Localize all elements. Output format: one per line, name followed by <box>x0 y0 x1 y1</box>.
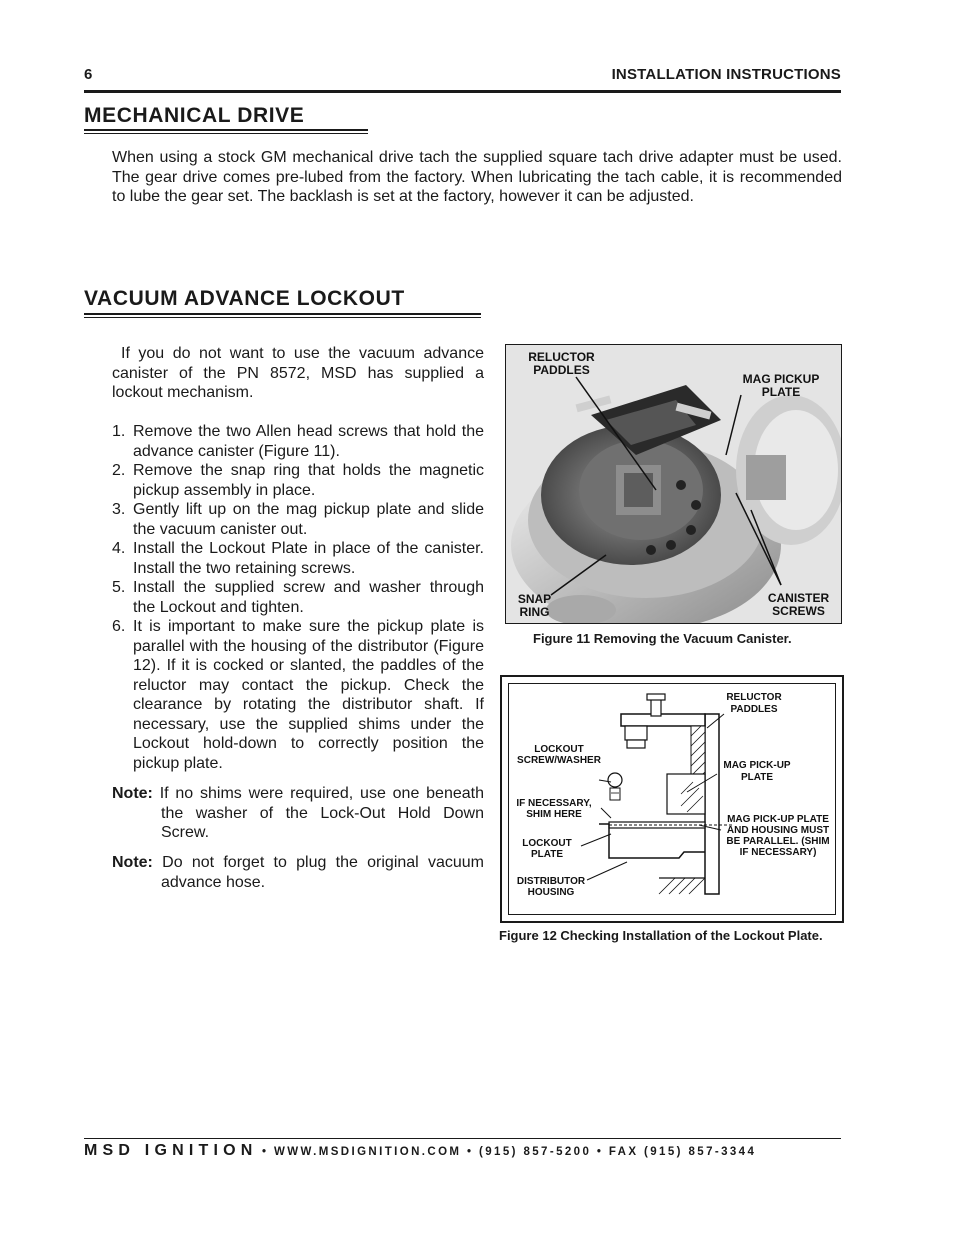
list-item <box>112 539 484 578</box>
label-lockout-screw-washer: LOCKOUT SCREW/WASHER <box>517 744 601 766</box>
label-mag-pickup-plate: MAG PICKUP PLATE <box>742 372 820 399</box>
figure-11-photo <box>505 344 842 624</box>
page-number: 6 <box>84 66 93 83</box>
note-label: Note: <box>112 785 153 802</box>
figure-12-frame <box>508 683 836 915</box>
list-item <box>112 500 484 539</box>
lockout-intro: If you do not want to use the vacuum advance canister of the PN 8572, MSD has supplied a lockout mechanism. <box>112 345 484 401</box>
note-vacuum-hose <box>112 853 484 892</box>
note-text: If no shims were required, use one beneath the washer of the Lock-Out Hold Down Screw. <box>159 785 484 841</box>
section-heading-vacuum-lockout: VACUUM ADVANCE LOCKOUT <box>84 287 405 310</box>
step-text: Install the supplied screw and washer through the Lockout and tighten. <box>133 579 484 616</box>
label-reluctor-paddles: RELUCTOR PADDLES <box>726 692 782 715</box>
list-item <box>112 461 484 500</box>
footer-contact: • WWW.MSDIGNITION.COM • (915) 857-5200 • FAX (915) 857-3344 <box>261 1146 757 1158</box>
note-shims <box>112 784 484 843</box>
figure-11-caption: Figure 11 Removing the Vacuum Canister. <box>533 631 792 646</box>
step-text: Install the Lockout Plate in place of the canister. Install the two retaining screws. <box>133 540 484 577</box>
label-lockout-plate: LOCKOUT PLATE <box>522 838 572 860</box>
steps-list <box>112 422 484 773</box>
step-number: 2. <box>112 462 126 479</box>
heading-underline <box>84 317 481 318</box>
step-number: 1. <box>112 423 126 440</box>
list-item <box>112 617 484 773</box>
label-mag-pickup-plate: MAG PICK-UP PLATE <box>723 760 791 783</box>
footer-rule <box>84 1138 841 1139</box>
label-parallel-note: MAG PICK-UP PLATE AND HOUSING MUST BE PARALLEL. (SHIM IF NECESSARY) <box>726 814 830 858</box>
figure-12-diagram <box>500 675 844 923</box>
heading-underline <box>84 133 368 134</box>
header-title: INSTALLATION INSTRUCTIONS <box>611 66 841 83</box>
step-number: 4. <box>112 540 126 557</box>
footer-brand: MSD IGNITION <box>84 1142 258 1159</box>
heading-underline <box>84 129 368 131</box>
footer <box>84 1142 841 1160</box>
list-item <box>112 422 484 461</box>
note-label: Note: <box>112 854 153 871</box>
label-snap-ring: SNAP RING <box>517 592 552 619</box>
list-item <box>112 578 484 617</box>
label-reluctor-paddles: RELUCTOR PADDLES <box>528 350 595 377</box>
step-number: 5. <box>112 579 126 596</box>
label-distributor-housing: DISTRIBUTOR HOUSING <box>516 876 586 898</box>
note-text: Do not forget to plug the original vacuum advance hose. <box>161 854 485 891</box>
step-text: Remove the two Allen head screws that hold the advance canister (Figure 11). <box>133 423 484 460</box>
header-rule <box>84 90 841 93</box>
mechanical-drive-paragraph: When using a stock GM mechanical drive tach the supplied square tach drive adapter must be used. The gear drive comes pre-lubed from the factory. When lubricating the tach cable, it is recommended to lube the gear set. The backlash is set at the factory, however it can be adjusted. <box>112 149 842 205</box>
step-number: 3. <box>112 501 126 518</box>
step-text: It is important to make sure the pickup plate is parallel with the housing of the distributor (Figure 12). If it is cocked or slanted, the paddles of the reluctor may contact the pickup. Check the clearance by rotating the distributor shaft. If necessary, use the supplied shims under the Lockout hold-down to correctly position the pickup plate. <box>133 618 484 772</box>
label-shim-here: IF NECESSARY, SHIM HERE <box>516 798 592 820</box>
section-heading-mechanical-drive: MECHANICAL DRIVE <box>84 104 305 127</box>
step-number: 6. <box>112 618 126 635</box>
figure-12-caption: Figure 12 Checking Installation of the Lockout Plate. <box>499 928 823 943</box>
label-canister-screws: CANISTER SCREWS <box>767 591 830 618</box>
step-text: Gently lift up on the mag pickup plate and slide the vacuum canister out. <box>133 501 484 538</box>
step-text: Remove the snap ring that holds the magnetic pickup assembly in place. <box>133 462 484 499</box>
heading-underline <box>84 313 481 315</box>
